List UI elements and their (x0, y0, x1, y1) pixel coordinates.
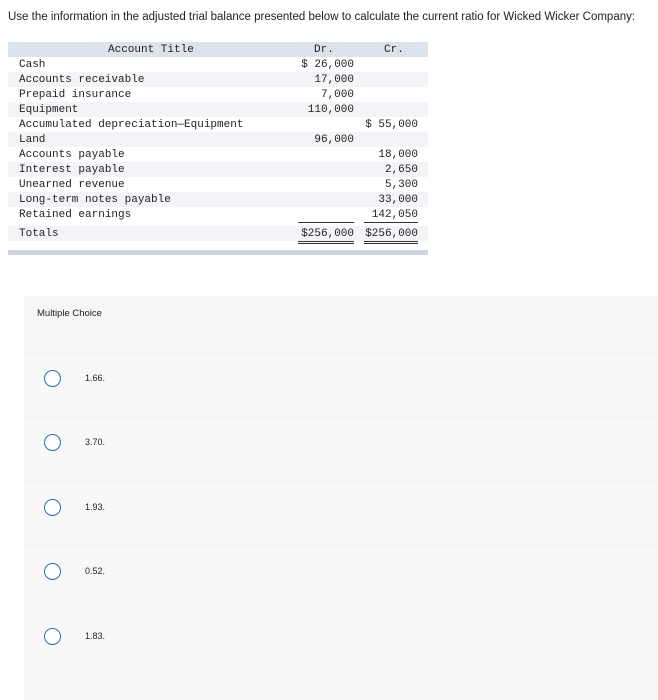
radio-circle-icon[interactable] (44, 563, 61, 580)
account-name: Accounts payable (19, 149, 125, 161)
account-name: Retained earnings (19, 209, 132, 221)
account-name: Cash (19, 59, 46, 71)
multiple-choice-panel (24, 296, 658, 700)
table-row (8, 102, 428, 117)
table-row (8, 117, 428, 132)
table-row (8, 147, 428, 162)
radio-circle-icon[interactable] (44, 628, 61, 645)
header-account-title: Account Title (108, 44, 194, 56)
account-name: Equipment (19, 104, 79, 116)
table-row (8, 132, 428, 147)
table-header (8, 42, 428, 57)
account-name: Long-term notes payable (19, 194, 171, 206)
table-row (8, 207, 428, 222)
table-bottom-border (8, 250, 428, 255)
choice-text: 3.70. (85, 437, 106, 447)
choice-option-2[interactable] (24, 420, 658, 470)
credit-amount: $ 55,000 (365, 119, 418, 131)
debit-amount: 110,000 (307, 104, 354, 116)
choice-option-4[interactable] (24, 549, 658, 599)
debit-double-rule-top (298, 241, 354, 242)
debit-amount: 96,000 (314, 134, 354, 146)
credit-amount: 18,000 (378, 149, 418, 161)
debit-total: $256,000 (301, 228, 354, 240)
header-credit: Cr. (384, 44, 404, 56)
debit-sum-rule (298, 222, 354, 223)
debit-amount: 17,000 (314, 74, 354, 86)
credit-amount: 33,000 (378, 194, 418, 206)
table-row (8, 72, 428, 87)
choice-text: 1.93. (85, 502, 106, 512)
choice-option-5[interactable] (24, 614, 658, 664)
account-name: Accounts receivable (19, 74, 145, 86)
totals-row (8, 226, 428, 241)
choice-text: 1.83. (85, 631, 106, 641)
account-name: Prepaid insurance (19, 89, 132, 101)
radio-circle-icon[interactable] (44, 434, 61, 451)
header-debit: Dr. (314, 44, 334, 56)
credit-amount: 142,050 (371, 209, 418, 221)
radio-circle-icon[interactable] (44, 370, 61, 387)
credit-double-rule-bottom (364, 243, 418, 244)
account-name: Interest payable (19, 164, 125, 176)
credit-total: $256,000 (365, 228, 418, 240)
debit-amount: 7,000 (320, 89, 354, 101)
trial-balance-table (8, 42, 428, 256)
account-name: Land (19, 134, 46, 146)
choice-text: 1.66. (85, 373, 106, 383)
choice-text: 0.52. (85, 566, 106, 576)
credit-double-rule-top (364, 241, 418, 242)
credit-sum-rule (364, 222, 418, 223)
choice-option-3[interactable] (24, 485, 658, 535)
debit-double-rule-bottom (298, 243, 354, 244)
table-row (8, 57, 428, 72)
multiple-choice-label: Multiple Choice (37, 308, 102, 319)
table-row (8, 177, 428, 192)
choice-option-1[interactable] (24, 356, 658, 406)
totals-label: Totals (19, 228, 59, 240)
question-text: Use the information in the adjusted trial balance presented below to calculate the current ratio for Wicked Wicker Company: (8, 11, 636, 23)
account-name: Unearned revenue (19, 179, 125, 191)
credit-amount: 2,650 (384, 164, 418, 176)
credit-amount: 5,300 (384, 179, 418, 191)
table-row (8, 192, 428, 207)
radio-circle-icon[interactable] (44, 499, 61, 516)
debit-amount: $ 26,000 (301, 59, 354, 71)
account-name: Accumulated depreciation—Equipment (19, 119, 244, 131)
table-row (8, 87, 428, 102)
table-row (8, 162, 428, 177)
